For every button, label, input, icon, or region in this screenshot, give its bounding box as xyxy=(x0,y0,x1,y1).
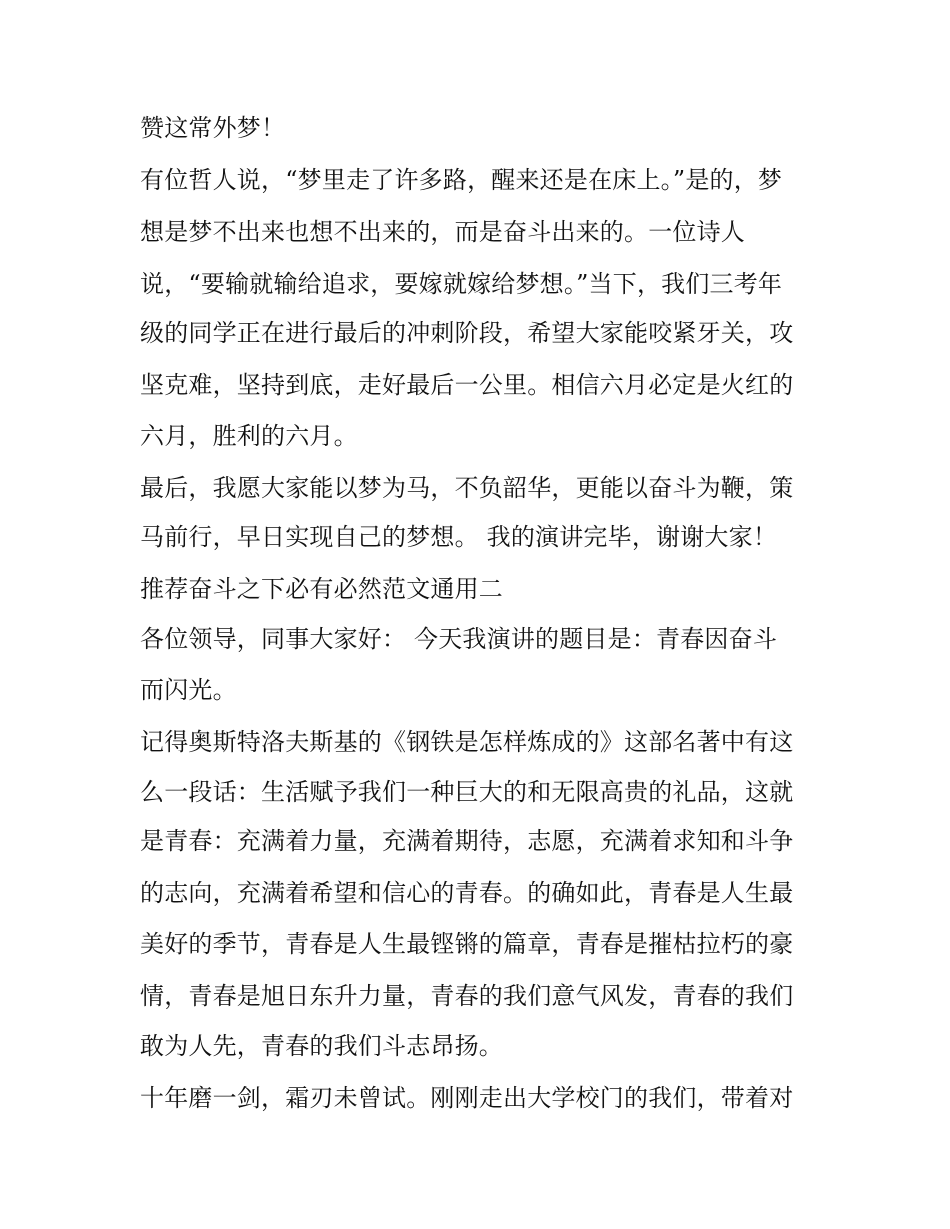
text-line: 六月，胜利的六月。 xyxy=(140,422,358,450)
text-line: 的志向，充满着希望和信心的青春。的确如此，青春是人生最 xyxy=(140,879,794,907)
text-line: 说，“要输就输给追求，要嫁就嫁给梦想。”当下，我们三考年 xyxy=(140,270,783,298)
text-line: 各位领导，同事大家好： 今天我演讲的题目是：青春因奋斗 xyxy=(140,625,778,653)
text-line: 么一段话：生活赋予我们一种巨大的和无限高贵的礼品，这就 xyxy=(140,778,794,806)
text-line: 赞这常外梦！ xyxy=(140,114,286,142)
text-line: 级的同学正在进行最后的冲刺阶段，希望大家能咬紧牙关，攻 xyxy=(140,319,794,347)
text-line: 敢为人先，青春的我们斗志昂扬。 xyxy=(140,1032,503,1060)
text-line: 想是梦不出来也想不出来的，而是奋斗出来的。一位诗人 xyxy=(140,218,745,246)
section-heading: 推荐奋斗之下必有必然范文通用二 xyxy=(140,575,503,603)
text-line: 是青春：充满着力量，充满着期待，志愿，充满着求知和斗争 xyxy=(140,827,794,855)
text-line: 美好的季节，青春是人生最铿锵的篇章，青春是摧枯拉朽的豪 xyxy=(140,930,794,958)
text-line: 最后，我愿大家能以梦为马，不负韶华，更能以奋斗为鞭，策 xyxy=(140,474,794,502)
text-line: 有位哲人说，“梦里走了许多路，醒来还是在床上。”是的，梦 xyxy=(140,166,783,194)
text-line: 而闪光。 xyxy=(140,676,237,704)
text-line: 情，青春是旭日东升力量，青春的我们意气风发，青春的我们 xyxy=(140,982,794,1010)
text-line: 坚克难，坚持到底，走好最后一公里。相信六月必定是火红的 xyxy=(140,371,794,399)
text-line: 马前行，早日实现自己的梦想。 我的演讲完毕，谢谢大家！ xyxy=(140,523,778,551)
text-line: 记得奥斯特洛夫斯基的《钢铁是怎样炼成的》这部名著中有这 xyxy=(140,728,794,756)
text-line: 十年磨一剑，霜刃未曾试。刚刚走出大学校门的我们，带着对 xyxy=(140,1084,794,1112)
